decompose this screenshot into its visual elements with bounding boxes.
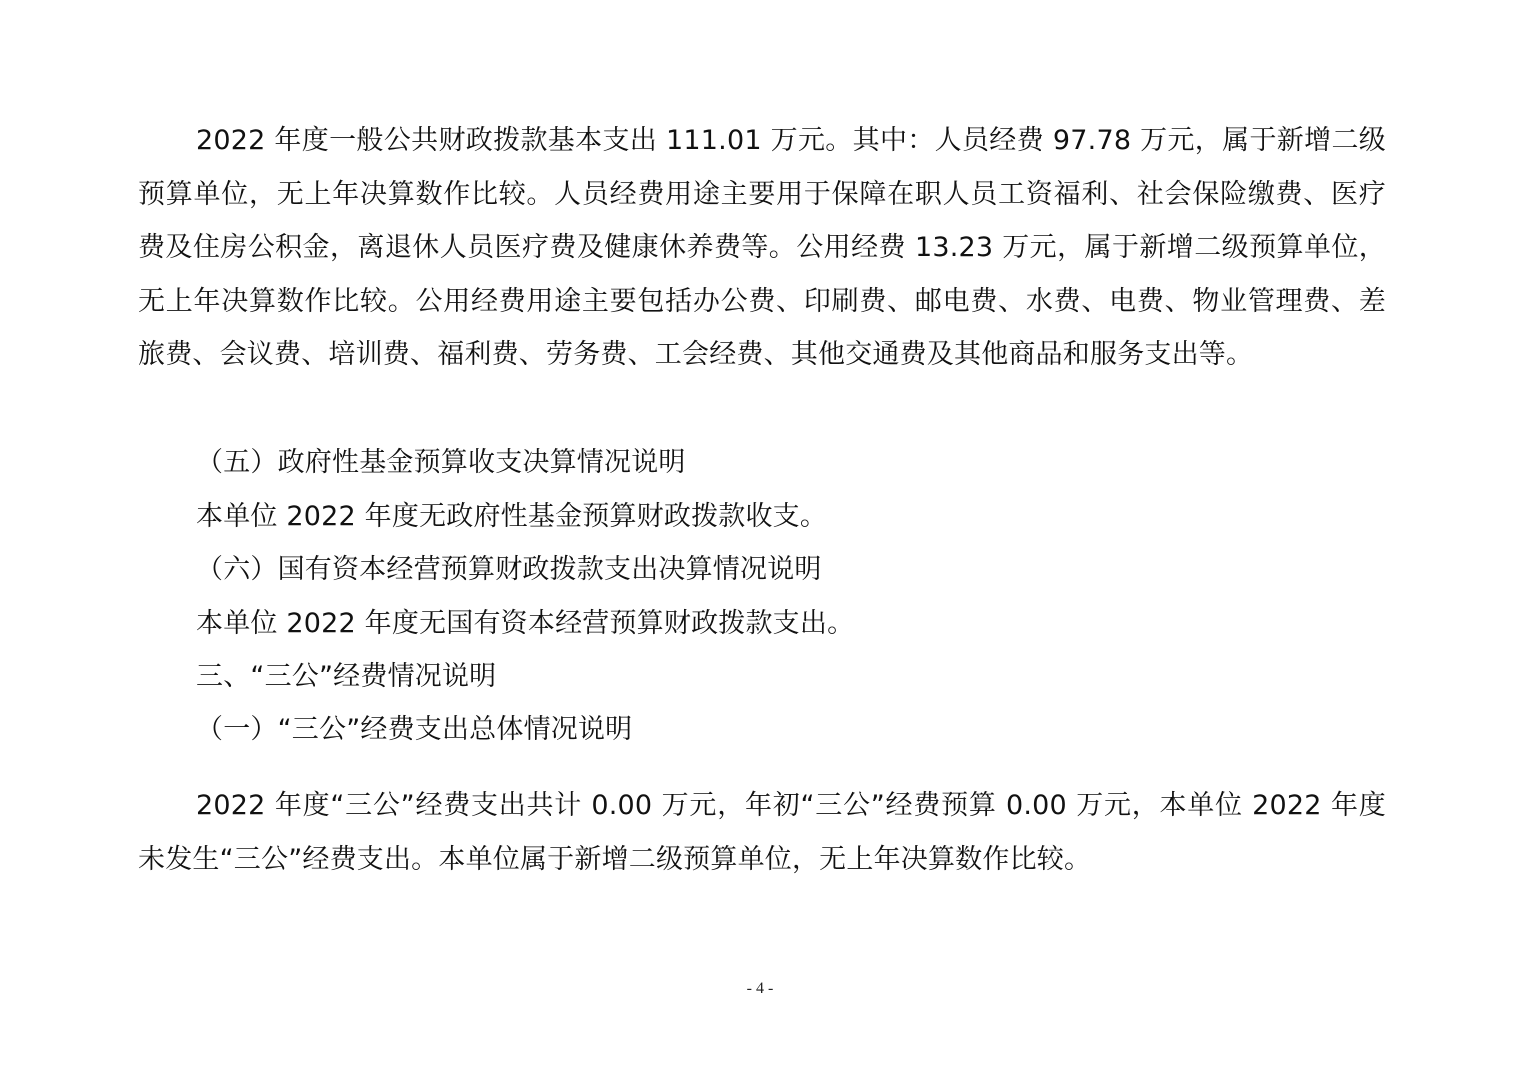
heading-state-capital: （六）国有资本经营预算财政拨款支出决算情况说明 [196,554,822,585]
state-capital-text: 本单位 2022 年度无国有资本经营预算财政拨款支出。 [196,608,855,639]
heading-government-fund: （五）政府性基金预算收支决算情况说明 [196,447,686,478]
page-number: - 4 - [746,980,774,997]
section-three-heading: 三、“三公”经费情况说明 [196,661,497,692]
government-fund-text: 本单位 2022 年度无政府性基金预算财政拨款收支。 [196,501,828,532]
basic-expenditure-paragraph: 2022 年度一般公共财政拨款基本支出 111.01 万元。其中：人员经费 97.78 万元，属于新增二级预算单位，无上年决算数作比较。人员经费用途主要用于保障在职人员工资福利、社会保险缴费、医疗费及住房公积金，离退休人员医疗费及健康休养费等。公用经费 13.23 万元，属于新增二级预算单位，无上年决算数作比较。公用经费用途主要包括办公费、印刷费、邮电费、水费、电费、物业管理费、差旅费、会议费、培训费、福利费、劳务费、工会经费、其他交通费及其他商品和服务支出等。 [138,125,1386,370]
section-three-subheading: （一）“三公”经费支出总体情况说明 [196,714,633,745]
three-public-expenditure-paragraph: 2022 年度“三公”经费支出共计 0.00 万元，年初“三公”经费预算 0.00 万元，本单位 2022 年度未发生“三公”经费支出。本单位属于新增二级预算单位，无上年决算数作比较。 [138,790,1386,875]
